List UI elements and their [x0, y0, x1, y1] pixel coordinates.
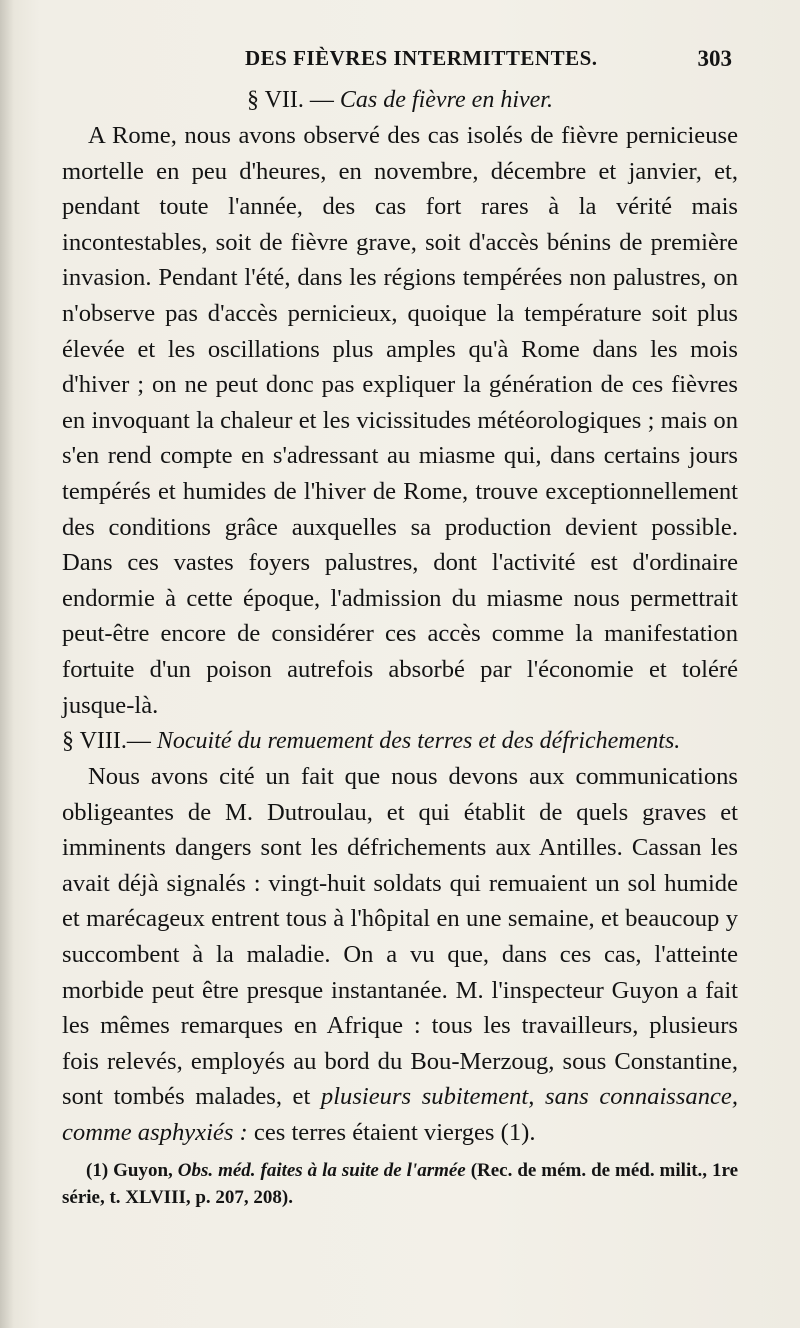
- footnote: [62, 1157, 738, 1211]
- page-number: 303: [697, 46, 732, 71]
- paragraph-text: Nous avons cité un fait que nous devons aux communications obligeantes de M. Dutroulau, et qui établit de quels graves et imminents dangers sont les défrichements aux Antilles. Cassan les avait déjà signalés : vingt-huit soldats qui remuaient un sol humide et marécageux entrent tous à l'hôpital en une semaine, et beaucoup y succombent à la maladie. On a vu que, dans ces cas, l'atteinte morbide peut être presque instantanée. M. l'inspecteur Guyon a fait les mêmes remarques en Afrique : tous les travailleurs, plusieurs fois relevés, employés au bord du Bou-Merzoug, sous Constantine, sont tombés malades, et: [62, 763, 738, 1111]
- section-title: Cas de fièvre en hiver.: [339, 87, 553, 113]
- body-text: [62, 82, 738, 1211]
- paragraph-text-end: ces terres étaient vierges (1).: [253, 1119, 536, 1147]
- footnote-marker: (1) Guyon,: [86, 1159, 173, 1181]
- section-title: Nocuité du remuement des terres et des défrichements.: [156, 728, 681, 755]
- paragraph: [62, 759, 738, 1151]
- footnote-reference: (Rec. de mém. de méd. milit., 1re série, t. XLVIII, p. 207, 208).: [62, 1159, 739, 1208]
- footnote-title: Obs. méd. faites à la suite de l'armée: [177, 1159, 466, 1181]
- page-header: [60, 46, 740, 76]
- running-head: DES FIÈVRES INTERMITTENTES.: [245, 46, 598, 70]
- paragraph: A Rome, nous avons observé des cas isolés de fièvre pernicieuse mortelle en peu d'heures, en novembre, décembre et janvier, et, pendant toute l'année, des cas fort rares à la vérité mais incontestables, soit de fièvre grave, soit d'accès bénins de première invasion. Pendant l'été, dans les régions tempérées non palustres, on n'observe pas d'accès pernicieux, quoique la température soit plus élevée et les oscillations plus amples qu'à Rome dans les mois d'hiver ; on ne peut donc pas expliquer la génération de ces fièvres en invoquant la chaleur et les vicissitudes météorologiques ; mais on s'en rend compte en s'adressant au miasme qui, dans certains jours tempérés et humides de l'hiver de Rome, trouve exceptionnellement des conditions grâce auxquelles sa production devient possible. Dans ces vastes foyers palustres, dont l'activité est d'ordinaire endormie à cette époque, l'admission du miasme nous permettrait peut-être encore de considérer ces accès comme la manifestation fortuite d'un poison autrefois absorbé par l'économie et toléré jusque-là.: [62, 122, 738, 719]
- paragraph-italic: plusieurs subitement, sans connaissance, comme asphyxiés :: [62, 1083, 738, 1147]
- section-heading-vii: [62, 82, 738, 118]
- section-number: § VII. —: [247, 87, 334, 113]
- section-number: § VIII.—: [62, 728, 151, 755]
- section-heading-viii: [62, 723, 738, 759]
